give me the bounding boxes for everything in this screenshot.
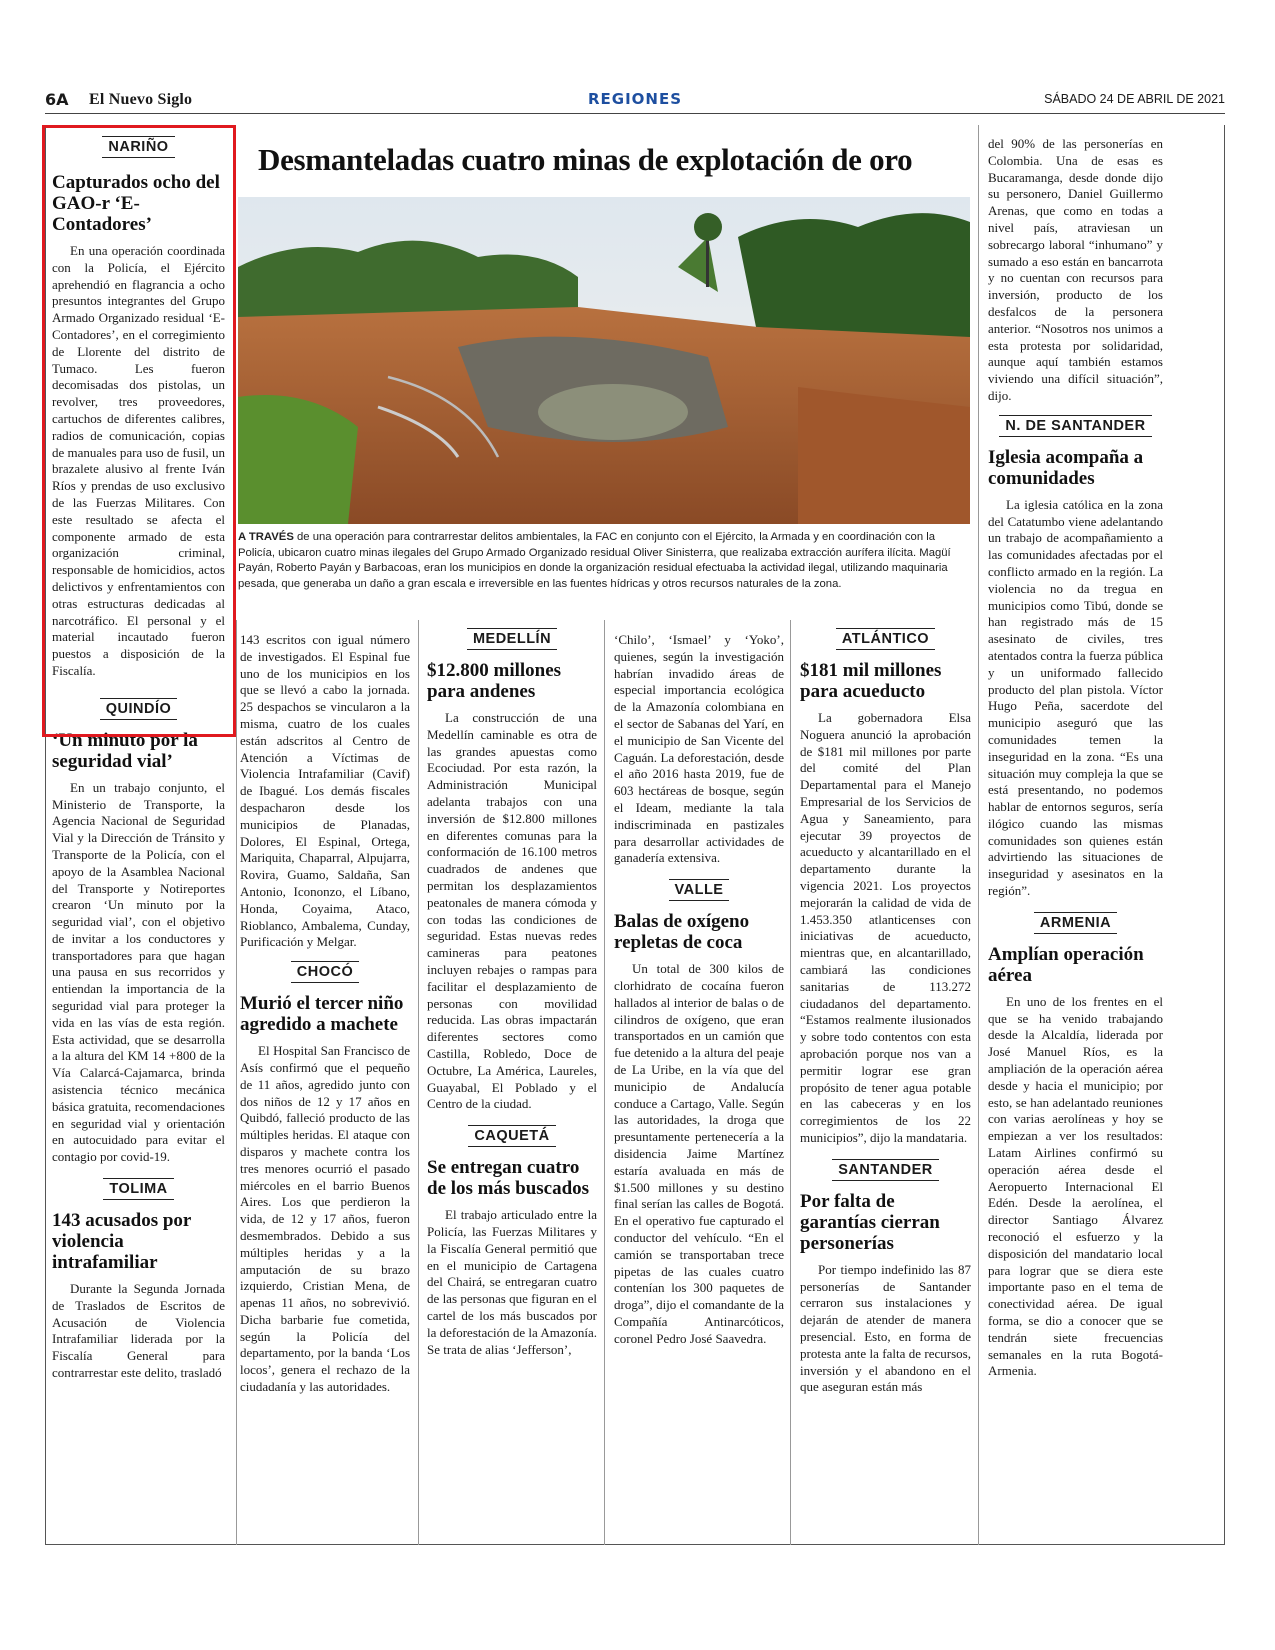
column-6 — [988, 136, 1163, 1380]
article-body: La iglesia católica en la zona del Catatumbo viene adelantando un trabajo de acompañamiento a las comunidades afectadas por el conflicto armado en la región. La violencia no da tregua en municipios como Tibú, donde se han registrado más de 15 asesinato de civiles, tres atentados contra la fuerza pública y un uniformado fallecido producto del plan pistola. Víctor Hugo Peña, sacerdote del municipio aseguró que las comunidades temen la inseguridad en la zona. “Es una situación muy compleja la que se está presentando, no podemos hablar de entornos seguros, sería ilógico cuando las mismas comunidades son quienes están advirtiendo las situaciones de inseguridad y asesinatos en la región”. — [988, 496, 1163, 899]
main-headline: Desmanteladas cuatro minas de explotación de oro — [258, 142, 913, 177]
region-tag: QUINDÍO — [100, 698, 178, 720]
column-5 — [800, 628, 971, 1396]
article-headline: Murió el tercer niño agredido a machete — [240, 993, 404, 1036]
region-tag: NARIÑO — [102, 136, 174, 158]
article-medellin — [427, 628, 597, 1113]
article-headline: ‘Un minuto por la seguridad vial’ — [52, 729, 198, 772]
column-rule — [604, 620, 605, 1545]
article-headline: 143 acusados por violencia intrafamiliar — [52, 1210, 192, 1274]
region-tag: ATLÁNTICO — [836, 628, 935, 650]
article-body: Durante la Segunda Jornada de Traslados de Escritos de Acusación de Violencia Intrafamiliar liderada por la Fiscalía General para contrarrestar este delito, trasladó — [52, 1281, 225, 1381]
column-2 — [240, 632, 410, 1396]
article-body: Un total de 300 kilos de clorhidrato de cocaína fueron hallados al interior de balas o de cilindros de oxígeno, que eran transportados en un camión que fue detenido a la altura del peaje de La Uribe, en la vía que del municipio de Andalucía conduce a Cartago, Valle. Según las autoridades, la droga que presuntamente pertenecería a la disidencia Jaime Martínez estaría avaluada en más de $1.500 millones y su destino final serían las calles de Bogotá. En el operativo fue capturado el conductor del vehículo. “En el camión se transportaban trece pipetas de las cuales cuatro contenían los 300 paquetes de droga”, dijo el comandante de la Compañía Antinarcóticos, coronel Pedro José Saavedra. — [614, 961, 784, 1346]
region-tag: ARMENIA — [1034, 912, 1117, 934]
article-quindio — [52, 698, 225, 1166]
article-headline: Iglesia acompaña a comunidades — [988, 446, 1144, 489]
region-tag: N. DE SANTANDER — [999, 415, 1151, 437]
newspaper-name: El Nuevo Siglo — [89, 91, 193, 108]
article-headline: Amplían operación aérea — [988, 943, 1144, 986]
masthead — [45, 88, 1225, 114]
column-3 — [427, 628, 597, 1358]
article-nsantander — [988, 415, 1163, 900]
caption-text: de una operación para contrarrestar delitos ambientales, la FAC en conjunto con el Ejército, la Armada y en coordinación con la Policía, ubicaron cuatro minas ilegales del Grupo Armado Organizado residual Oliver Sinisterra, que realizaba extracción aurífera ilícita. Magüí Payán, Roberto Payán y Barbacoas, eran los municipios en donde la organización residual efectuaba la actividad ilegal, utilizando maquinaria pesada, que generaba un daño a gran escala e irreversible en las fuentes hídricas y otros recursos naturales de la zona. — [238, 531, 951, 590]
article-body: En uno de los frentes en el que se ha venido trabajando desde la Alcaldía, liderada por José Manuel Ríos, es la ampliación de la operación aérea desde y hacia el municipio; por esto, se han adelantado reuniones con varias aerolíneas y hoy se empiezan a ver los resultados: Latam Airlines confirmó su operación aérea desde el Aeropuerto Internacional El Edén. Desde la aerolínea, el director Santiago Álvarez reconoció el esfuerzo y la disposición del mandatario local para lograr que se diera este importante paso en el tema de conectividad aérea. De igual forma, se dio a conocer que se tendrán siete frecuencias semanales en la ruta Bogotá-Armenia. — [988, 993, 1163, 1379]
region-tag: VALLE — [669, 879, 730, 901]
column-rule — [236, 620, 237, 1545]
article-headline: $181 mil millones para acueducto — [800, 660, 942, 702]
article-headline: Capturados ocho del GAO-r ‘E-Contadores’ — [52, 172, 220, 235]
region-tag: CHOCÓ — [291, 961, 359, 983]
photo-caption — [238, 530, 970, 592]
article-caqueta — [427, 1125, 597, 1358]
caption-lead: A TRAVÉS — [238, 531, 294, 543]
page-number: 6A — [45, 90, 69, 109]
column-rule — [790, 620, 791, 1545]
region-tag: SANTANDER — [832, 1159, 938, 1181]
region-tag: TOLIMA — [103, 1178, 173, 1200]
column-rule — [978, 125, 979, 1545]
article-armenia — [988, 912, 1163, 1380]
article-headline: Por falta de garantías cierran personerías — [800, 1190, 940, 1254]
region-tag: CAQUETÁ — [468, 1125, 555, 1147]
article-body-continued: ‘Chilo’, ‘Ismael’ y ‘Yoko’, quienes, según la investigación habrían invadido áreas de especial importancia ecológica de la Amazonía colombiana en el sector de Sabanas del Yarí, en el municipio de San Vicente del Caguán. La deforestación, desde el año 2016 hasta 2019, fue de 603 hectáreas de bosque, según el Ideam, mediante la tala indiscriminada en pastizales para desarrollar actividades de ganadería extensiva. — [614, 632, 784, 866]
mining-site-illustration — [238, 197, 970, 524]
article-headline: Balas de oxígeno repletas de coca — [614, 911, 750, 954]
article-atlantico — [800, 628, 971, 1147]
article-body: El Hospital San Francisco de Asís confirmó que el pequeño de 11 años, agredido junto con dos niños de 12 y 17 años en Quibdó, falleció producto de las múltiples heridas. El ataque con disparos y machete contra los tres menores ocurrió el pasado miércoles en el barrio Buenos Aires. Los que perdieron la vida, de 12 y 17 años, fueron desmembrados. Debido a sus múltiples heridas y a la amputación de su brazo izquierdo, Cristian Mena, de apenas 11 años, no sobrevivió. Dicha barbarie fue cometida, según la Policía del departamento, por la banda ‘Los locos’, genera el rechazo de la ciudadanía y las autoridades. — [240, 1043, 410, 1395]
article-body-continued: 143 escritos con igual número de investigados. El Espinal fue uno de los municipios en los que se llevó a cabo la jornada. 25 despachos se vincularon a la misma, cuatro de los cuales están adscritos al Centro de Atención a Víctimas de Violencia Intrafamiliar (Cavif) de Ibagué. Los demás fiscales despacharon desde los municipios de Planadas, Dolores, El Espinal, Ortega, Mariquita, Chaparral, Alpujarra, Rovira, Guamo, Saldaña, San Antonio, Icononzo, el Líbano, Honda, Coyaima, Ataco, Rioblanco, Ambalema, Cunday, Purificación y Melgar. — [240, 632, 410, 950]
article-body: Por tiempo indefinido las 87 personerías de Santander cerraron sus instalaciones y dejarán de atender de manera presencial. Esto, en forma de protesta ante la falta de recursos, inversión y el abandono en el que aseguran están más — [800, 1261, 971, 1395]
highlight-box — [42, 125, 236, 737]
column-rule — [418, 620, 419, 1545]
section-name: REGIONES — [587, 90, 683, 108]
article-body: La gobernadora Elsa Noguera anunció la aprobación de $181 mil millones por parte del comité del Plan Departamental para el Manejo Empresarial de los Servicios de Agua y Saneamiento, para ejecutar 39 proyectos de acueducto y alcantarillado en el departamento durante la vigencia 2021. Los proyectos mejorarán la calidad de vida de 1.453.350 atlanticenses con iniciativas de acueducto, mientras que, en alcantarillado, cambiará las condiciones sanitarias de 113.272 ciudadanos del departamento. “Estamos realmente ilusionados y sobre todo contentos con esta aprobación porque nos van a permitir lograr ese gran propósito de tener agua potable en las cabeceras y en los corregimientos de los 22 municipios”, dijo la mandataria. — [800, 710, 971, 1145]
article-headline: Se entregan cuatro de los más buscados — [427, 1157, 590, 1200]
article-headline: $12.800 millones para andenes — [427, 660, 562, 702]
article-choco — [240, 961, 410, 1396]
article-body: En un trabajo conjunto, el Ministerio de Transporte, la Agencia Nacional de Seguridad Vial y la Dirección de Tránsito y Transporte de la Policía, con el apoyo de la Asamblea Nacional del Transporte y Notireportes crearon ‘Un minuto por la seguridad vial’, con el objetivo de invitar a los conductores y transportadores para que hagan una pausa en sus recorridos y entiendan la importancia de la seguridad vial para proteger la vida en las vías de esta región. Esta actividad, que se desarrolla a la altura del KM 14 +800 de la Vía Calarcá-Cajamarca, brinda asistencia técnico mecánica básica gratuita, recomendaciones en seguridad vial y orientación en autocuidado para evitar el contagio por covid-19. — [52, 779, 225, 1165]
article-body: En una operación coordinada con la Policía, el Ejército aprehendió en flagrancia a ocho presuntos integrantes del Grupo Armado Organizado residual ‘E-Contadores’, en el corregimiento de Llorente del distrito de Tumaco. Les fueron decomisadas dos pistolas, un revolver, tres proveedores, cartuchos de diferentes calibres, radios de comunicación, copias de manuales para uso de fusil, un brazalete alusivo al frente Iván Ríos y prendas de uso exclusivo de las Fuerzas Militares. Con este resultado se afecta el componente armado de esta organización criminal, responsable de homicidios, actos delictivos y enfrentamientos con otras estructuras dedicadas al narcotráfico. El personal y el material incautado fueron puestos a disposición de la Fiscalía. — [52, 243, 225, 678]
column-4 — [614, 632, 784, 1347]
article-tolima — [52, 1178, 225, 1382]
article-body: La construcción de una Medellín caminable es otra de las grandes apuestas como Ecociudad. Por esta razón, la Administración Municipal adelanta trabajos con una inversión de $12.800 millones en diferentes comunas para la conformación de 16.100 metros cuadrados de andenes que permitan los desplazamientos peatonales de manera cómoda y con todas las condiciones de seguridad. Estas nuevas redes camineras para peatones incluyen rebajes o rampas para facilitar el desplazamiento de personas con movilidad reducida. Las obras impactarán diferentes sectores como Castilla, Robledo, Doce de Octubre, La América, Laureles, Guayabal, El Poblado y el Centro de la ciudad. — [427, 710, 597, 1112]
article-valle — [614, 879, 784, 1347]
article-body-continued: del 90% de las personerías en Colombia. Una de esas es Bucaramanga, desde donde dijo su personero, Daniel Guillermo Arenas, que como en todas a nivel país, atraviesan un sobrecargo laboral “inhumano” y sumado a eso están en bancarrota y no cuentan con recursos para inversión, producto de los desfalcos de la personera anterior. “Nosotros nos unimos a esta protesta por solidaridad, aunque aquí también estamos viviendo una difícil situación”, dijo. — [988, 136, 1163, 403]
issue-date: SÁBADO 24 DE ABRIL DE 2021 — [1044, 92, 1225, 106]
mining-site-photo — [238, 197, 970, 524]
article-santander — [800, 1159, 971, 1396]
article-body: El trabajo articulado entre la Policía, las Fuerzas Militares y la Fiscalía General permitió que en el municipio de Cartagena del Chairá, se entregaran cuatro de las personas que figuran en el cartel de los más buscados por la deforestación de la Amazonía. Se trata de alias ‘Jefferson’, — [427, 1207, 598, 1357]
region-tag: MEDELLÍN — [467, 628, 557, 650]
